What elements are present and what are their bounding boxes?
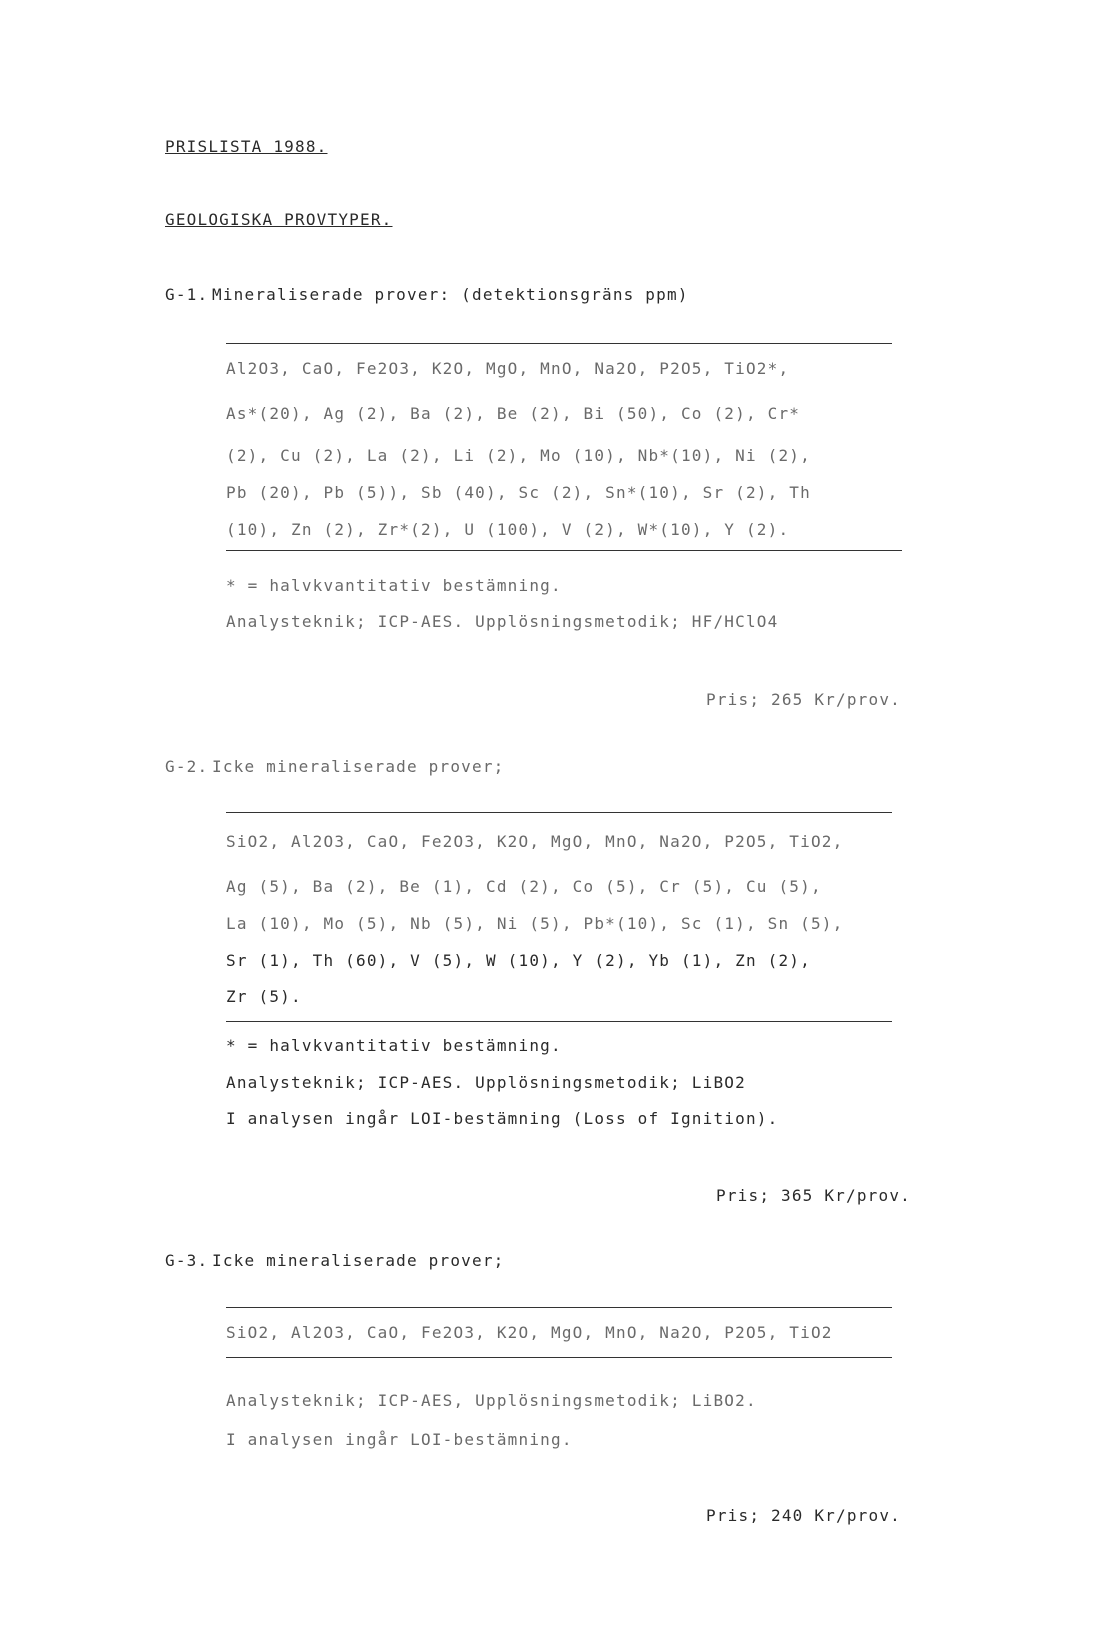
analyte-line: Al2O3, CaO, Fe2O3, K2O, MgO, MnO, Na2O, P2O5, TiO2*,	[226, 359, 790, 378]
footnote: * = halvkvantitativ bestämning.	[226, 576, 562, 595]
section-code-g1: G-1.	[165, 285, 209, 304]
analyte-line: SiO2, Al2O3, CaO, Fe2O3, K2O, MgO, MnO, Na2O, P2O5, TiO2	[226, 1323, 833, 1342]
technique-note: Analysteknik; ICP-AES. Upplösningsmetodik; LiBO2	[226, 1073, 746, 1092]
section-heading-g3: Icke mineraliserade prover;	[212, 1251, 505, 1270]
analyte-line: As*(20), Ag (2), Ba (2), Be (2), Bi (50), Co (2), Cr*	[226, 404, 801, 423]
rule-top-g3	[226, 1307, 892, 1308]
loi-note: I analysen ingår LOI-bestämning.	[226, 1430, 573, 1449]
analyte-line: (2), Cu (2), La (2), Li (2), Mo (10), Nb*(10), Ni (2),	[226, 446, 811, 465]
analyte-line: (10), Zn (2), Zr*(2), U (100), V (2), W*(10), Y (2).	[226, 520, 790, 539]
rule-top-g2	[226, 812, 892, 813]
footnote: * = halvkvantitativ bestämning.	[226, 1036, 562, 1055]
section-heading-g1: Mineraliserade prover: (detektionsgräns ppm)	[212, 285, 689, 304]
loi-note: I analysen ingår LOI-bestämning (Loss of Ignition).	[226, 1109, 779, 1128]
analyte-line: Zr (5).	[226, 987, 302, 1006]
rule-bottom-g1	[226, 550, 902, 551]
price: Pris; 365 Kr/prov.	[716, 1186, 911, 1205]
section-code-g3: G-3.	[165, 1251, 209, 1270]
page-title: PRISLISTA 1988.	[165, 137, 328, 156]
page-subtitle: GEOLOGISKA PROVTYPER.	[165, 210, 393, 229]
rule-top-g1	[226, 343, 892, 344]
price: Pris; 265 Kr/prov.	[706, 690, 901, 709]
analyte-line: La (10), Mo (5), Nb (5), Ni (5), Pb*(10), Sc (1), Sn (5),	[226, 914, 844, 933]
analyte-line: Ag (5), Ba (2), Be (1), Cd (2), Co (5), Cr (5), Cu (5),	[226, 877, 822, 896]
section-code-g2: G-2.	[165, 757, 209, 776]
rule-bottom-g2	[226, 1021, 892, 1022]
price: Pris; 240 Kr/prov.	[706, 1506, 901, 1525]
analyte-line: Pb (20), Pb (5)), Sb (40), Sc (2), Sn*(10), Sr (2), Th	[226, 483, 811, 502]
section-heading-g2: Icke mineraliserade prover;	[212, 757, 505, 776]
analyte-line: SiO2, Al2O3, CaO, Fe2O3, K2O, MgO, MnO, Na2O, P2O5, TiO2,	[226, 832, 844, 851]
analyte-line: Sr (1), Th (60), V (5), W (10), Y (2), Yb (1), Zn (2),	[226, 951, 811, 970]
rule-bottom-g3	[226, 1357, 892, 1358]
technique-note: Analysteknik; ICP-AES, Upplösningsmetodik; LiBO2.	[226, 1391, 757, 1410]
technique-note: Analysteknik; ICP-AES. Upplösningsmetodik; HF/HClO4	[226, 612, 779, 631]
